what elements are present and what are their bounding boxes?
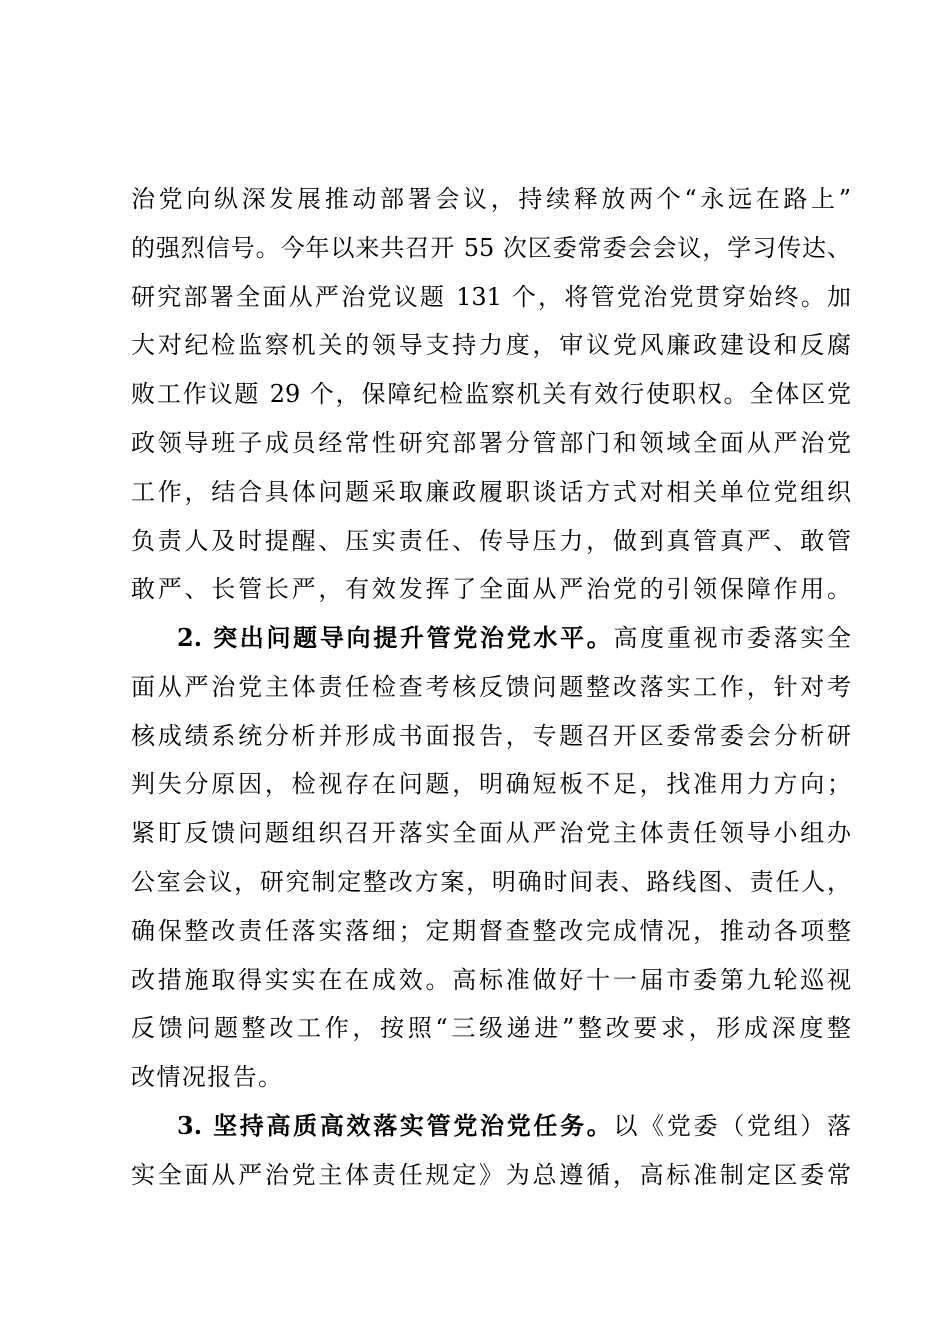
text-line: 研究部署全面从严治党议题 131 个，将管党治党贯穿始终。加 — [131, 282, 851, 311]
section-heading: 2. 突出问题导向提升管党治党水平。 — [177, 623, 614, 652]
paragraph-3 — [131, 1102, 851, 1200]
text-line: 紧盯反馈问题组织召开落实全面从严治党主体责任领导小组办 — [131, 819, 851, 848]
paragraph-first-line — [131, 614, 851, 663]
text-line: 实全面从严治党主体责任规定》为总遵循，高标准制定区委常 — [131, 1160, 851, 1189]
text-line: 面从严治党主体责任检查考核反馈问题整改落实工作，针对考 — [131, 672, 851, 701]
text-line: 败工作议题 29 个，保障纪检监察机关有效行使职权。全体区党 — [131, 380, 851, 409]
text-line: 政领导班子成员经常性研究部署分管部门和领域全面从严治党 — [131, 428, 851, 457]
text-line: 确保整改责任落实落细；定期督查整改完成情况，推动各项整 — [131, 916, 851, 945]
section-heading: 3. 坚持高质高效落实管党治党任务。 — [177, 1111, 614, 1140]
text-line: 治党向纵深发展推动部署会议，持续释放两个“永远在路上” — [131, 185, 851, 213]
paragraph-lead-text: 以《党委（党组）落 — [613, 1112, 851, 1140]
text-line: 负责人及时提醒、压实责任、传导压力，做到真管真严、敢管 — [131, 526, 851, 555]
text-line: 的强烈信号。今年以来共召开 55 次区委常委会会议，学习传达、 — [131, 233, 851, 262]
text-line: 判失分原因，检视存在问题，明确短板不足，找准用力方向； — [131, 770, 851, 799]
text-line: 敢严、长管长严，有效发挥了全面从严治党的引领保障作用。 — [131, 575, 851, 604]
paragraph-1 — [131, 175, 851, 614]
text-line: 改情况报告。 — [131, 1063, 284, 1092]
text-line: 公室会议，研究制定整改方案，明确时间表、路线图、责任人， — [131, 867, 851, 896]
paragraph-first-line — [131, 1102, 851, 1151]
paragraph-2 — [131, 614, 851, 1102]
text-line: 核成绩系统分析并形成书面报告，专题召开区委常委会分析研 — [131, 721, 851, 750]
text-line: 大对纪检监察机关的领导支持力度，审议党风廉政建设和反腐 — [131, 331, 851, 360]
paragraph-lead-text: 高度重视市委落实全 — [613, 624, 851, 652]
text-line: 工作，结合具体问题采取廉政履职谈话方式对相关单位党组织 — [131, 477, 851, 506]
text-line: 改措施取得实实在在成效。高标准做好十一届市委第九轮巡视 — [131, 965, 851, 994]
text-line: 反馈问题整改工作，按照“三级递进”整改要求，形成深度整 — [131, 1014, 851, 1043]
